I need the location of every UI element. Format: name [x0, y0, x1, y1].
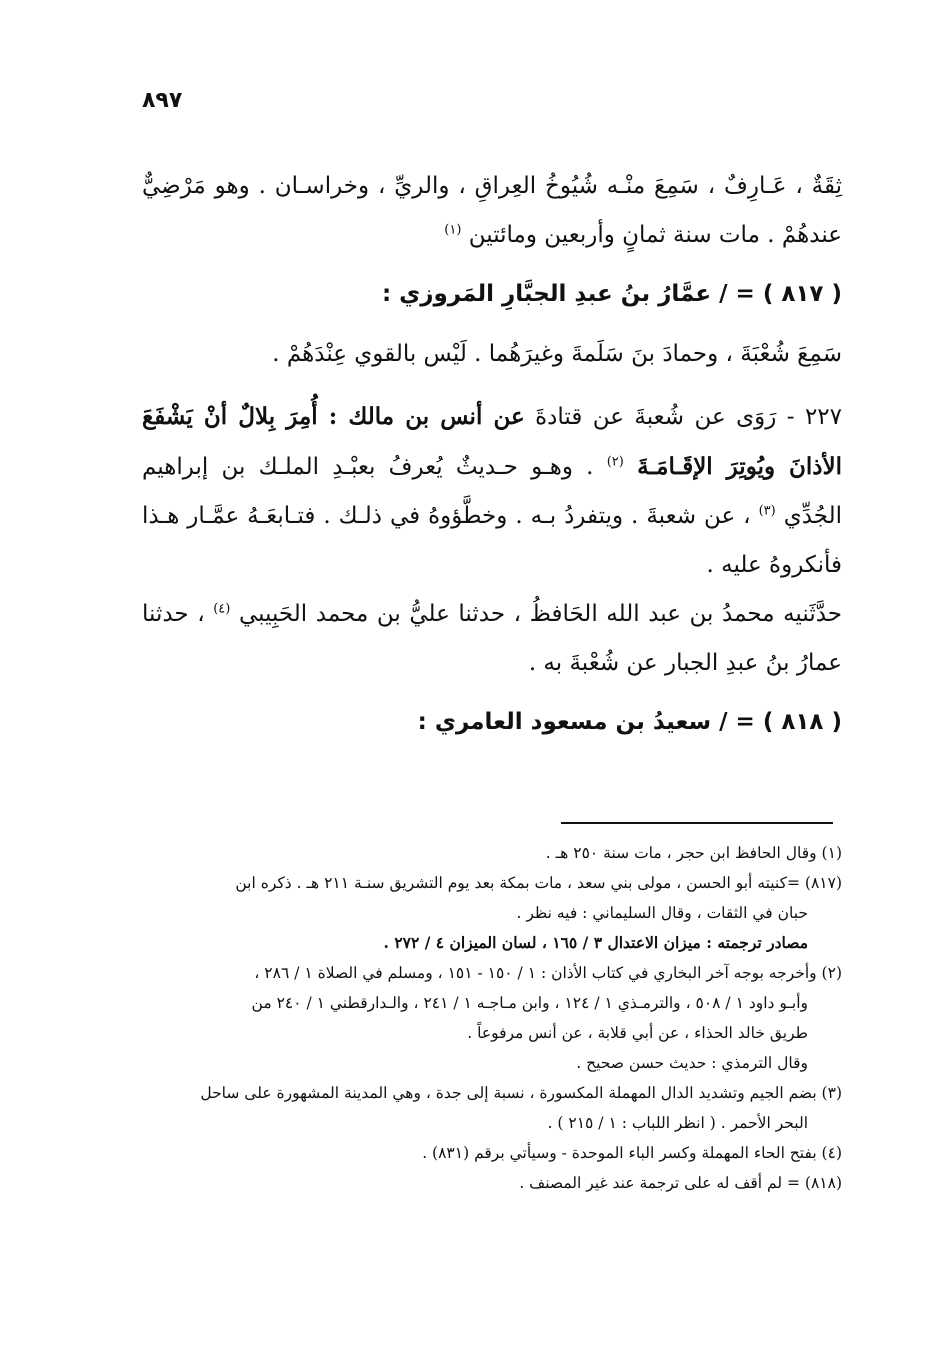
hadith-text: عن أنس بن مالك : أُمِرَ بِلالٌ أنْ يَشْفَعَ الأذانَ ويُوتِرَ الإقَـامَـةَ [142, 403, 843, 480]
paragraph-1 [142, 162, 842, 260]
hadith-commentary-end: ، عن شعبةَ . ويتفردُ بـه . وخطَّؤوهُ في ذلـك . فتـابعَـهُ عمَّـار هـذا فأنكروهُ عليه . [142, 503, 842, 578]
hadith-lead: ٢٢٧ - رَوَى عن شُعبةَ عن قتادةَ [535, 404, 842, 430]
paragraph-2-text: سَمِعَ شُعْبَةَ ، وحمادَ بنَ سَلَمةَ وغيرَهُما . لَيْس بالقوي عِنْدَهُمْ . [272, 341, 842, 367]
entry-heading-817 [142, 274, 842, 314]
footnote-line: وأبـو داود ١ / ٥٠٨ ، والترمـذي ١ / ١٢٤ ، وابن مـاجـه ١ / ٢٤١ ، والـدارقطني ١ / ٢٤٠ من [251, 994, 808, 1012]
footnote-ref-2: (٢) [606, 454, 624, 470]
isnad-text: حدَّثَنيه محمدُ بن عبد الله الحَافظُ ، حدثنا عليُّ بن محمد الحَبِيبي [238, 601, 843, 627]
footnote-2 [142, 958, 842, 1078]
footnote-line: وقال الترمذي : حديث حسن صحيح . [576, 1054, 808, 1072]
footnote-4 [142, 1138, 842, 1168]
footnote-divider [561, 822, 833, 824]
footnote-line: طريق خالد الحذاء ، عن أبي قلابة ، عن أنس مرفوعاً . [467, 1024, 808, 1042]
paragraph-3 [142, 392, 842, 590]
entry-heading-818-text: ( ٨١٨ ) = / سعيدُ بن مسعود العامري : [417, 709, 842, 735]
entry-heading-817-text: ( ٨١٧ ) = / عمَّارُ بنُ عبدِ الجبَّارِ المَروزي : [381, 281, 842, 307]
footnote-818 [142, 1168, 842, 1198]
footnote-ref-1: (١) [444, 222, 462, 238]
footnote-line: حبان في الثقات ، وقال السليماني : فيه نظر . [516, 904, 808, 922]
footnote-sources-line: مصادر ترجمته : ميزان الاعتدال ٣ / ١٦٥ ، لسان الميزان ٤ / ٢٧٢ . [383, 933, 808, 952]
paragraph-2 [142, 330, 842, 379]
footnote-ref-3: (٣) [758, 503, 776, 519]
paragraph-1-text: ثِقَةٌ ، عَـارِفٌ ، سَمِعَ منْـه شُيُوخُ العِراقِ ، والريِّ ، وخراسـان . وهو مَرْضِيٌّ عندهُمْ . مات سنة ثمانٍ وأربعين ومائتين [142, 173, 842, 248]
footnote-line: (٨١٨) = لم أقف له على ترجمة عند غير المصنف . [519, 1174, 842, 1192]
footnote-line: (٣) بضم الجيم وتشديد الدال المهملة المكسورة ، نسبة إلى جدة ، وهي المدينة المشهورة على ساحل [200, 1084, 842, 1102]
footnote-line: (٢) وأخرجه بوجه آخر البخاري في كتاب الأذان : ١ / ١٥٠ - ١٥١ ، ومسلم في الصلاة ١ / ٢٨٦ ، [254, 964, 842, 982]
footnote-line: البحر الأحمر . ( انظر اللباب : ١ / ٢١٥ ) . [547, 1114, 808, 1132]
entry-heading-818 [142, 702, 842, 742]
page-number: ٨٩٧ [142, 88, 183, 113]
paragraph-4 [142, 590, 842, 688]
isnad-text-end: ، حدثنا عمارُ بنُ عبدِ الجبار عن شُعْبةَ به . [142, 601, 842, 676]
footnote-line: (١) وقال الحافظ ابن حجر ، مات سنة ٢٥٠ هـ . [545, 844, 842, 862]
footnote-ref-4: (٤) [213, 601, 231, 617]
footnote-line: (٤) بفتح الحاء المهملة وكسر الباء الموحدة - وسيأتي برقم (٨٣١) . [422, 1144, 842, 1162]
footnote-3 [142, 1078, 842, 1138]
footnote-817 [142, 868, 842, 958]
footnotes [142, 838, 842, 1198]
footnote-1 [142, 838, 842, 868]
hadith-commentary: . وهـو حـديثٌ يُعرفُ بعبْـدِ الملـك بن إبراهيم الجُدِّي [142, 454, 843, 529]
footnote-line: (٨١٧) =كنيته أبو الحسن ، مولى بني سعد ، مات بمكة بعد يوم التشريق سنـة ٢١١ هـ . ذكره ابن [235, 874, 842, 892]
